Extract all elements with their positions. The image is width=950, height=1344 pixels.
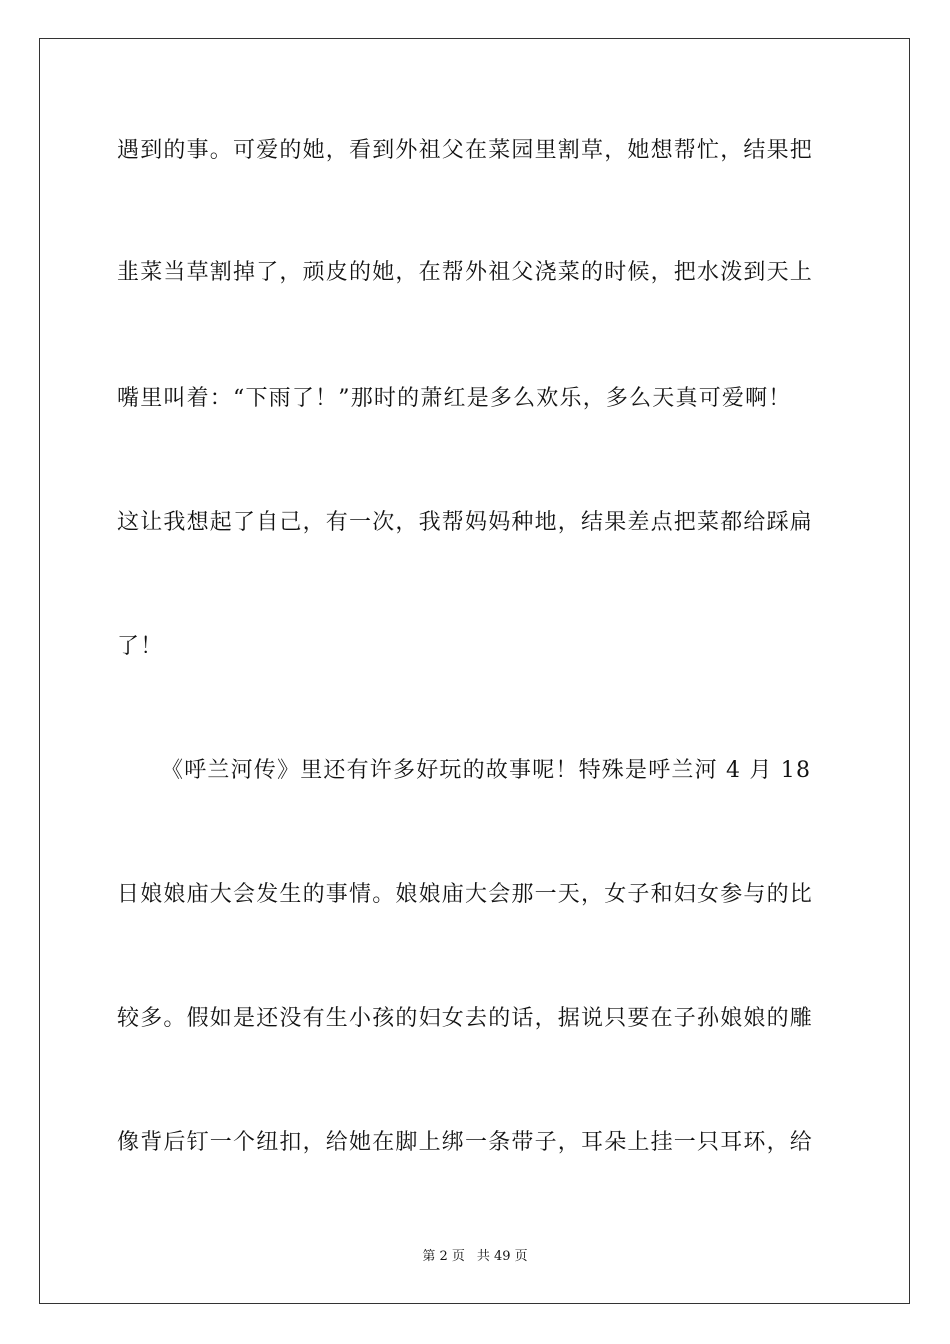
text-line: 日娘娘庙大会发生的事情。娘娘庙大会那一天，女子和妇女参与的比 [117, 882, 814, 907]
page-footer [0, 1248, 950, 1266]
current-page-indicator: 第 2 页 [422, 1249, 465, 1264]
text-line: 嘴里叫着：“下雨了！”那时的萧红是多么欢乐，多么天真可爱啊！ [117, 386, 792, 411]
text-line: 遇到的事。可爱的她，看到外祖父在菜园里割草，她想帮忙，结果把 [117, 138, 814, 163]
total-pages-indicator: 共 49 页 [476, 1249, 528, 1264]
text-line: 像背后钉一个纽扣，给她在脚上绑一条带子，耳朵上挂一只耳环，给 [117, 1130, 814, 1155]
page-border [39, 38, 910, 1304]
paragraph-start-line: 《呼兰河传》里还有许多好玩的故事呢！特殊是呼兰河 4 月 18 [161, 758, 812, 783]
text-line: 韭菜当草割掉了，顽皮的她，在帮外祖父浇菜的时候，把水泼到天上 [117, 260, 814, 285]
text-line: 较多。假如是还没有生小孩的妇女去的话，据说只要在子孙娘娘的雕 [117, 1006, 814, 1031]
text-line: 了！ [117, 634, 164, 659]
text-line: 这让我想起了自己，有一次，我帮妈妈种地，结果差点把菜都给踩扁 [117, 510, 814, 535]
